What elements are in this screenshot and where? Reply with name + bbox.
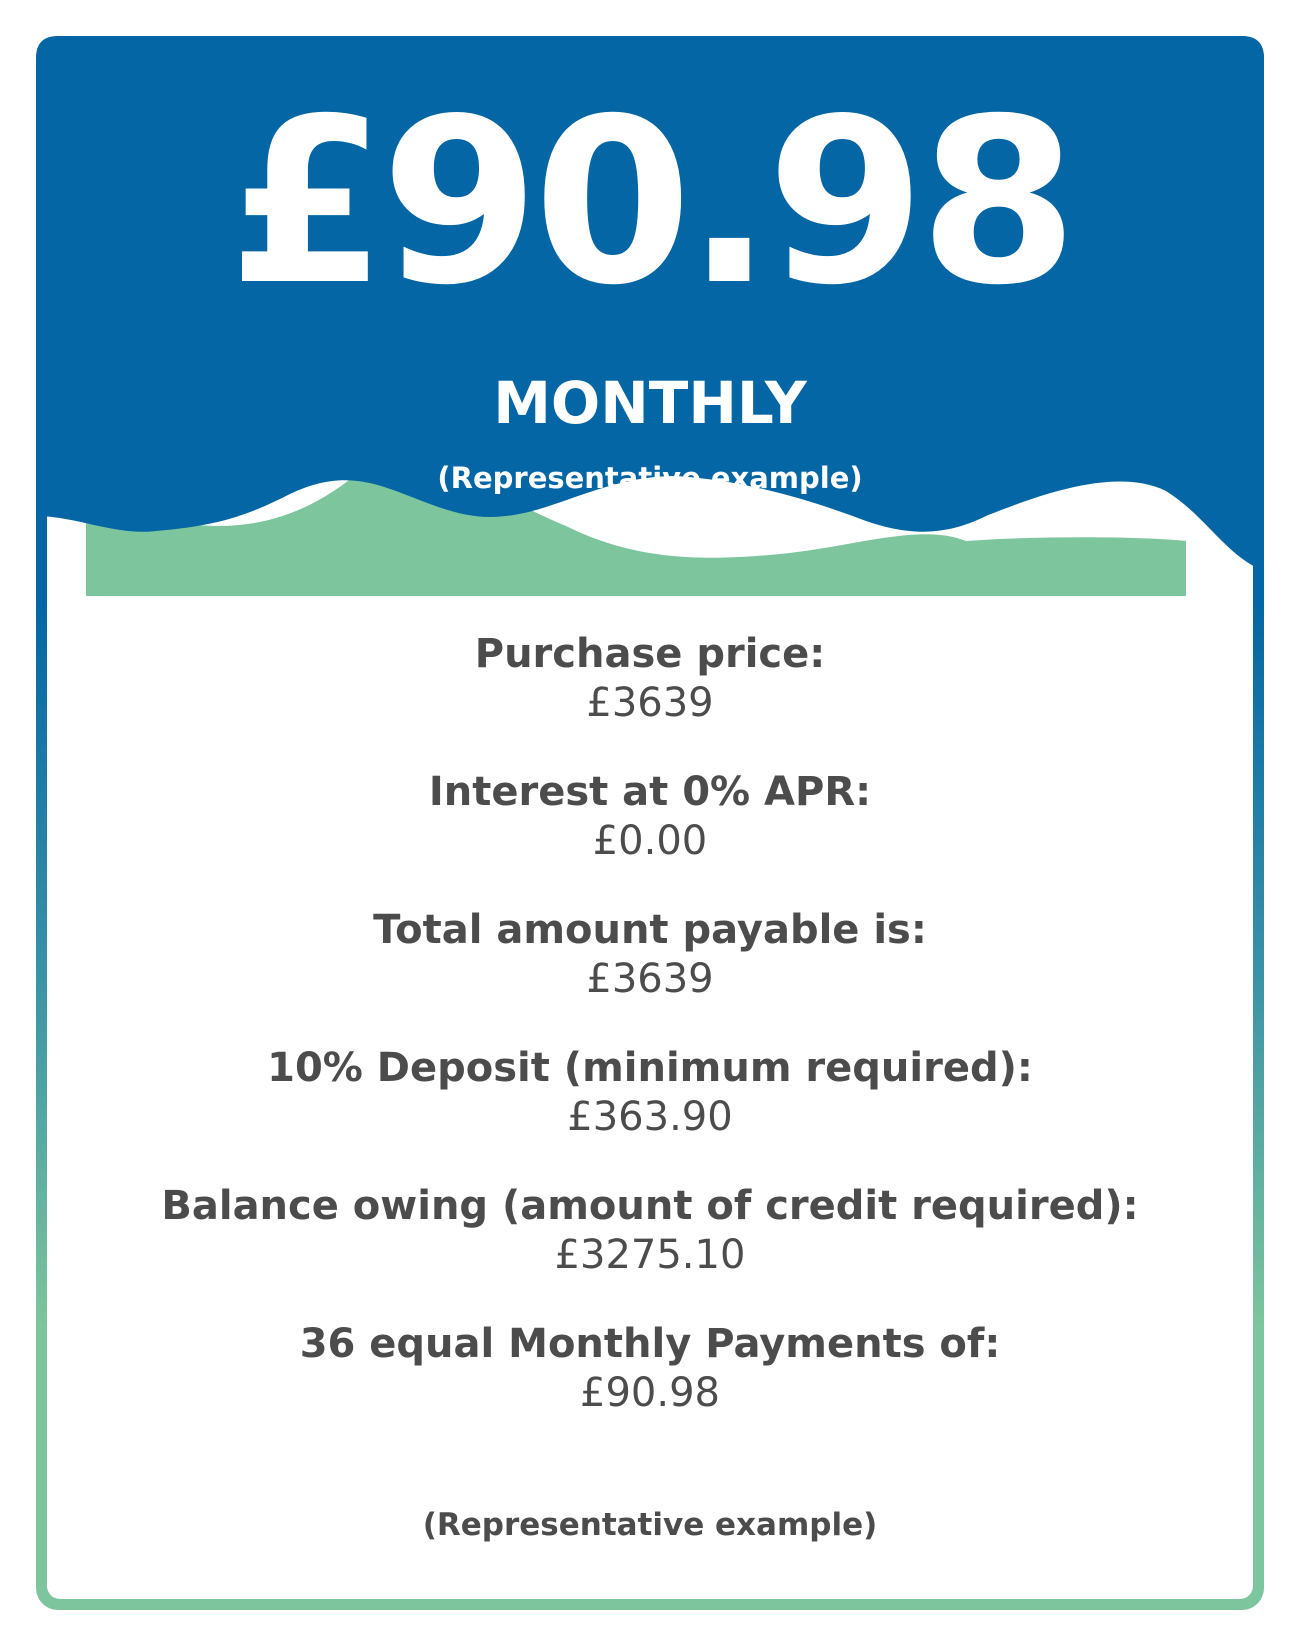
detail-value: £0.00 [592,818,708,864]
payment-frequency: MONTHLY [493,369,807,437]
detail-value: £3639 [586,956,714,1002]
detail-deposit [36,1044,1264,1182]
detail-value: £90.98 [580,1370,720,1416]
detail-total-payable [36,906,1264,1044]
header-section [36,36,1264,493]
detail-label: Purchase price: [474,631,826,677]
representative-note-top: (Representative example) [437,461,863,495]
detail-value: £363.90 [567,1094,733,1140]
detail-interest [36,768,1264,906]
detail-value: £3275.10 [554,1232,746,1278]
detail-label: Balance owing (amount of credit required): [161,1183,1139,1229]
detail-purchase-price [36,630,1264,768]
detail-balance-owing [36,1182,1264,1320]
detail-label: Interest at 0% APR: [428,769,872,815]
monthly-price: £90.98 [228,69,1072,335]
detail-label: Total amount payable is: [373,907,927,953]
detail-value: £3639 [586,680,714,726]
finance-details [36,630,1264,1458]
detail-label: 36 equal Monthly Payments of: [299,1321,1001,1367]
representative-note-bottom: (Representative example) [422,1507,878,1543]
detail-monthly-payments [36,1320,1264,1458]
detail-label: 10% Deposit (minimum required): [267,1045,1033,1091]
